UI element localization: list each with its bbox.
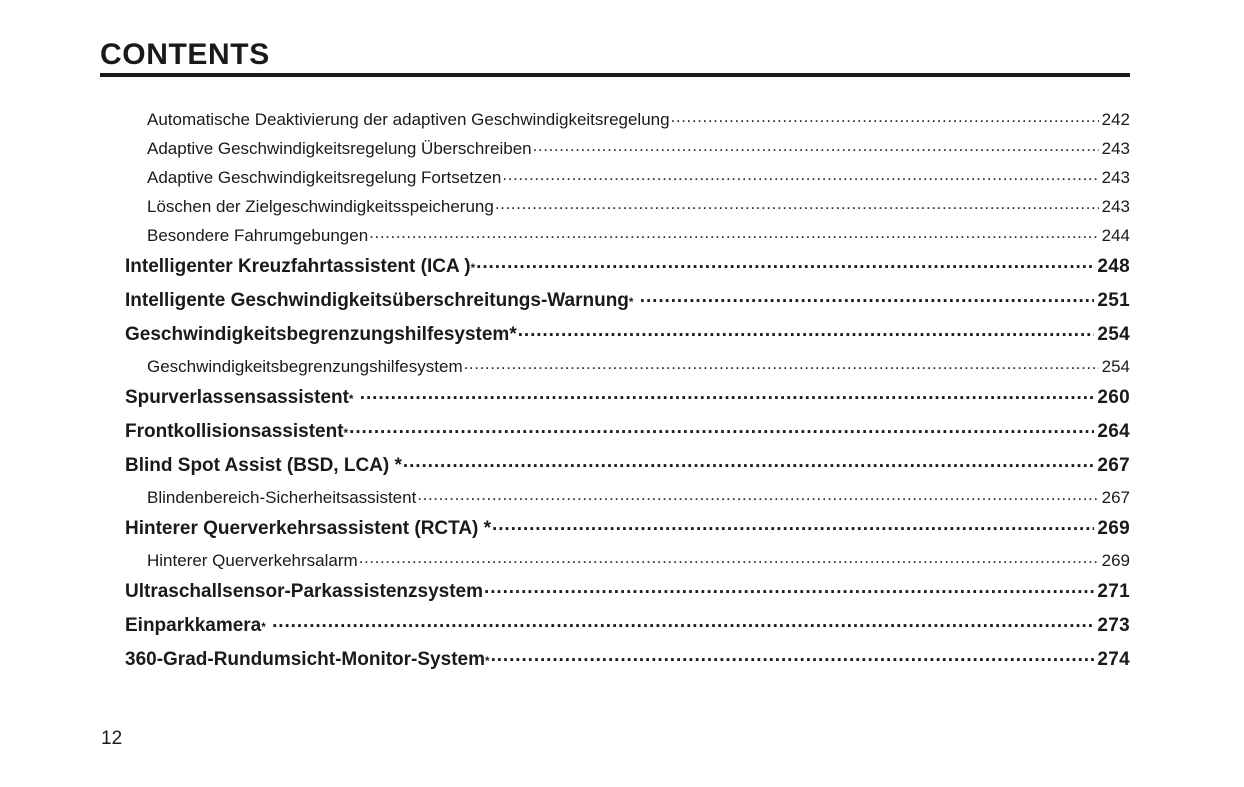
- toc-entry-page-number: 267: [1097, 455, 1130, 476]
- toc-entry-label: Hinterer Querverkehrsalarm: [147, 551, 358, 570]
- toc-entry[interactable]: [100, 137, 1130, 166]
- toc-entry[interactable]: [100, 355, 1130, 384]
- toc-entry-label: Blindenbereich-Sicherheitsassistent: [147, 488, 417, 507]
- toc-entry-page-number: 243: [1101, 139, 1130, 158]
- dot-leader: [272, 612, 1094, 631]
- page-title: CONTENTS: [100, 38, 270, 71]
- dot-leader: [533, 137, 1099, 154]
- toc-entry-label: Einparkkamera: [125, 615, 262, 636]
- toc-entry-label: Automatische Deaktivierung der adaptiven Geschwindigkeitsregelung: [147, 110, 670, 129]
- dot-leader: [369, 224, 1099, 241]
- dot-leader: [484, 578, 1094, 597]
- dot-leader: [640, 287, 1094, 306]
- toc-entry[interactable]: Intelligente Geschwindigkeitsüberschreitungs-Warnung * ..... 251: [100, 287, 1130, 321]
- toc-entry-label: Hinterer Querverkehrsassistent (RCTA) *: [125, 518, 492, 539]
- toc-entry[interactable]: [100, 452, 1130, 486]
- toc-entry-page-number: 248: [1097, 256, 1130, 277]
- dot-leader: [359, 549, 1099, 566]
- toc-entry[interactable]: [100, 515, 1130, 549]
- toc-entry-page-number: 273: [1097, 615, 1130, 636]
- dot-leader: [518, 321, 1094, 340]
- toc-entry-label: Blind Spot Assist (BSD, LCA) *: [125, 455, 402, 476]
- dot-leader: [360, 384, 1094, 403]
- toc-entry-page-number: 243: [1101, 168, 1130, 187]
- toc-entry-label: Spurverlassensassistent: [125, 387, 349, 408]
- toc-entry-page-number: 243: [1101, 197, 1130, 216]
- toc-entry-label: Geschwindigkeitsbegrenzungshilfesystem*: [125, 324, 517, 345]
- toc-entry-page-number: 260: [1097, 387, 1130, 408]
- toc-entry-page-number: 242: [1101, 110, 1130, 129]
- toc-entry[interactable]: [100, 195, 1130, 224]
- toc-entry-page-number: 269: [1101, 551, 1130, 570]
- toc-entry[interactable]: [100, 486, 1130, 515]
- toc-entry-label: Adaptive Geschwindigkeitsregelung Fortsetzen: [147, 168, 502, 187]
- dot-leader: [502, 166, 1099, 183]
- dot-leader: [349, 418, 1094, 437]
- toc-entry-page-number: 269: [1097, 518, 1130, 539]
- title-divider: [100, 73, 1130, 77]
- toc-entry-page-number: 244: [1101, 226, 1130, 245]
- toc-entry-page-number: 264: [1097, 421, 1130, 442]
- toc-entry-page-number: 251: [1097, 290, 1130, 311]
- dot-leader: [403, 452, 1094, 471]
- toc-entry-page-number: 274: [1097, 649, 1130, 670]
- toc-entry[interactable]: [100, 166, 1130, 195]
- page-number-folio: 12: [101, 728, 123, 749]
- toc-entry-label: Adaptive Geschwindigkeitsregelung Überschreiben: [147, 139, 532, 158]
- toc-entry-page-number: 254: [1101, 357, 1130, 376]
- dot-leader: [495, 195, 1099, 212]
- toc-entry-list: [100, 108, 1130, 680]
- toc-entry[interactable]: Frontkollisionsassistent * ..... 264: [100, 418, 1130, 452]
- dot-leader: [491, 646, 1094, 665]
- dot-leader: [671, 108, 1099, 125]
- toc-entry[interactable]: [100, 321, 1130, 355]
- toc-entry-label: Intelligente Geschwindigkeitsüberschreitungs-Warnung: [125, 290, 629, 311]
- toc-entry-page-number: 254: [1097, 324, 1130, 345]
- toc-entry-label: Frontkollisionsassistent: [125, 421, 344, 442]
- toc-entry-label: Löschen der Zielgeschwindigkeitsspeicherung: [147, 197, 494, 216]
- dot-leader: [476, 253, 1094, 272]
- toc-entry[interactable]: [100, 108, 1130, 137]
- toc-entry[interactable]: [100, 224, 1130, 253]
- toc-entry-label: Intelligenter Kreuzfahrtassistent (ICA ): [125, 256, 471, 277]
- toc-entry[interactable]: Spurverlassensassistent * ..... 260: [100, 384, 1130, 418]
- toc-entry[interactable]: [100, 549, 1130, 578]
- toc-entry[interactable]: 360-Grad-Rundumsicht-Monitor-System * ..... 274: [100, 646, 1130, 680]
- dot-leader: [417, 486, 1099, 503]
- dot-leader: [464, 355, 1099, 372]
- dot-leader: [492, 515, 1094, 534]
- toc-entry-label: Ultraschallsensor-Parkassistenzsystem: [125, 581, 484, 602]
- toc-entry-page-number: 271: [1097, 581, 1130, 602]
- toc-entry-label: Besondere Fahrumgebungen: [147, 226, 369, 245]
- toc-entry[interactable]: [100, 578, 1130, 612]
- toc-entry-label: Geschwindigkeitsbegrenzungshilfesystem: [147, 357, 463, 376]
- toc-entry-page-number: 267: [1101, 488, 1130, 507]
- toc-entry[interactable]: Intelligenter Kreuzfahrtassistent (ICA ) * ..... 248: [100, 253, 1130, 287]
- toc-entry-label: 360-Grad-Rundumsicht-Monitor-System: [125, 649, 485, 670]
- toc-entry[interactable]: Einparkkamera * ..... 273: [100, 612, 1130, 646]
